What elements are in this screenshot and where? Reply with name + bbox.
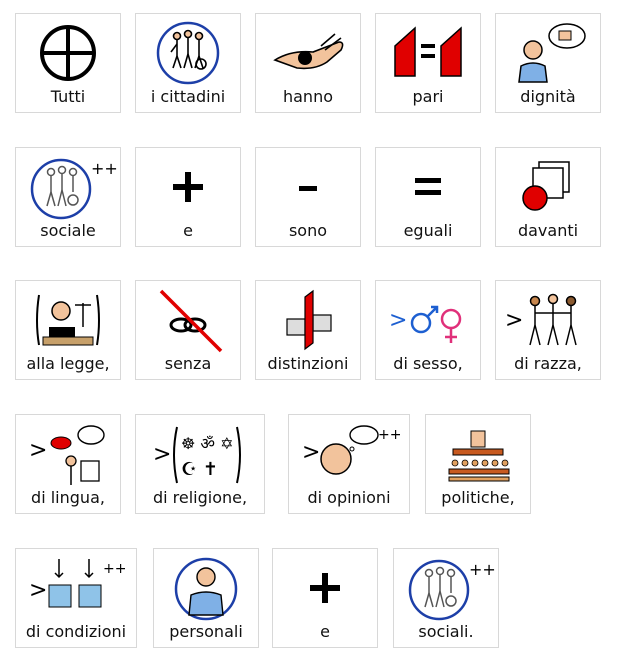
minus-dash-icon xyxy=(261,154,355,220)
personal-person-icon xyxy=(159,555,253,621)
society-people-icon xyxy=(399,555,496,621)
card-label: e xyxy=(183,221,193,240)
card-label: Tutti xyxy=(50,87,86,106)
svg-text:>: > xyxy=(29,438,48,463)
card-label: di condizioni xyxy=(25,622,127,641)
svg-text:++: ++ xyxy=(378,427,402,443)
card-label: di lingua, xyxy=(31,488,105,507)
symbol-card-di-sesso[interactable] xyxy=(375,280,481,380)
card-label: di religione, xyxy=(152,488,248,507)
citizens-icon xyxy=(141,20,235,86)
card-label: davanti xyxy=(517,221,579,240)
without-icon xyxy=(141,287,235,353)
symbol-card-di-opinioni[interactable] xyxy=(288,414,410,514)
symbol-card-eguali[interactable] xyxy=(375,147,481,247)
card-label: eguali xyxy=(403,221,453,240)
symbol-card-politiche[interactable] xyxy=(425,414,531,514)
svg-text:++: ++ xyxy=(103,561,127,577)
symbol-card-di-condizioni[interactable] xyxy=(15,548,137,648)
symbol-card-distinzioni[interactable] xyxy=(255,280,361,380)
symbol-card-davanti[interactable] xyxy=(495,147,601,247)
card-label: alla legge, xyxy=(26,354,110,373)
card-label: di sesso, xyxy=(393,354,463,373)
judge-law-icon xyxy=(21,287,115,353)
card-label: di razza, xyxy=(514,354,582,373)
society-people-icon xyxy=(21,154,118,220)
symbol-card-e[interactable] xyxy=(135,147,241,247)
svg-text:>: > xyxy=(153,442,172,467)
plus-icon xyxy=(141,154,235,220)
symbol-card-sociali[interactable] xyxy=(393,548,499,648)
symbol-card-sociale[interactable] xyxy=(15,147,121,247)
symbol-card-di-razza[interactable] xyxy=(495,280,601,380)
symbol-card-pari[interactable] xyxy=(375,13,481,113)
opinion-head-icon xyxy=(302,421,402,487)
language-icon xyxy=(21,421,115,487)
card-label: pari xyxy=(412,87,444,106)
card-label: di opinioni xyxy=(307,488,391,507)
svg-text:>: > xyxy=(389,308,408,333)
symbol-card-dignita[interactable] xyxy=(495,13,601,113)
card-label: dignità xyxy=(520,87,576,106)
dignity-person-icon xyxy=(501,20,595,86)
svg-text:☸ ॐ ✡: ☸ ॐ ✡ xyxy=(181,434,234,453)
svg-text:>: > xyxy=(29,578,48,603)
svg-text:++: ++ xyxy=(91,159,118,178)
card-label: sociale xyxy=(40,221,96,240)
equals-icon xyxy=(381,154,475,220)
card-label: senza xyxy=(164,354,212,373)
symbol-card-alla-legge[interactable] xyxy=(15,280,121,380)
symbol-card-personali[interactable] xyxy=(153,548,259,648)
politics-parliament-icon xyxy=(431,421,525,487)
gender-icon xyxy=(381,287,475,353)
equal-shapes-icon xyxy=(381,20,475,86)
svg-text:>: > xyxy=(302,440,321,465)
card-label: distinzioni xyxy=(267,354,349,373)
card-label: i cittadini xyxy=(150,87,226,106)
symbol-card-di-religione[interactable] xyxy=(135,414,265,514)
distinction-icon xyxy=(261,287,355,353)
symbol-card-e-2[interactable] xyxy=(272,548,378,648)
symbol-card-hanno[interactable] xyxy=(255,13,361,113)
race-people-icon xyxy=(501,287,595,353)
svg-text:>: > xyxy=(505,308,524,333)
have-hand-icon xyxy=(261,20,355,86)
symbol-card-i-cittadini[interactable] xyxy=(135,13,241,113)
card-label: e xyxy=(320,622,330,641)
card-label: personali xyxy=(169,622,243,641)
card-label: sono xyxy=(288,221,328,240)
symbol-card-tutti[interactable] xyxy=(15,13,121,113)
card-label: sociali. xyxy=(418,622,474,641)
all-circle-icon xyxy=(21,20,115,86)
svg-text:++: ++ xyxy=(469,560,496,579)
card-label: hanno xyxy=(282,87,333,106)
symbol-card-di-lingua[interactable] xyxy=(15,414,121,514)
conditions-boxes-icon xyxy=(29,555,127,621)
svg-text:☪ ✝: ☪ ✝ xyxy=(181,459,218,480)
in-front-icon xyxy=(501,154,595,220)
symbol-card-senza[interactable] xyxy=(135,280,241,380)
religion-symbols-icon xyxy=(153,421,247,487)
plus-icon xyxy=(278,555,372,621)
symbol-card-sono[interactable] xyxy=(255,147,361,247)
card-label: politiche, xyxy=(441,488,515,507)
